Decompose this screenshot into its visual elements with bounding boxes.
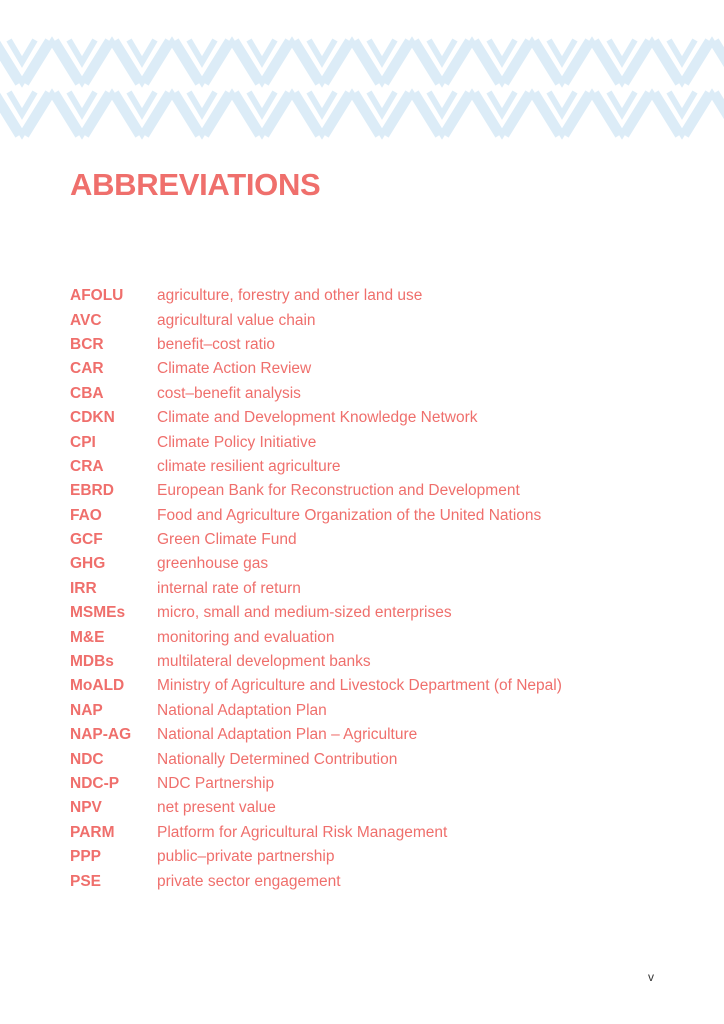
decorative-pattern-banner: [0, 36, 724, 140]
abbreviation-row: [70, 845, 670, 869]
abbreviation-definition: public–private partnership: [157, 848, 335, 866]
abbreviation-term: NAP: [70, 701, 103, 719]
abbreviation-row: [70, 869, 670, 893]
abbreviation-row: [70, 528, 670, 552]
abbreviation-row: [70, 455, 670, 479]
abbreviation-row: [70, 796, 670, 820]
abbreviation-definition: Climate Policy Initiative: [157, 433, 317, 451]
abbreviation-definition: Green Climate Fund: [157, 531, 297, 549]
abbreviation-term: PARM: [70, 823, 115, 841]
abbreviation-term: NDC: [70, 750, 104, 768]
abbreviation-definition: climate resilient agriculture: [157, 457, 341, 475]
abbreviation-row: [70, 674, 670, 698]
abbreviation-row: [70, 625, 670, 649]
abbreviation-term: PPP: [70, 848, 102, 866]
abbreviation-definition: greenhouse gas: [157, 555, 269, 573]
abbreviation-definition: private sector engagement: [157, 872, 341, 890]
page-title: ABBREVIATIONS: [70, 167, 321, 202]
abbreviation-definition: Nationally Determined Contribution: [157, 750, 398, 768]
abbreviation-term: CRA: [70, 457, 104, 475]
abbreviation-term: AVC: [70, 311, 102, 329]
abbreviation-term: NAP-AG: [70, 726, 132, 744]
abbreviation-term: CAR: [70, 360, 104, 378]
abbreviation-row: [70, 308, 670, 332]
abbreviation-row: [70, 284, 670, 308]
abbreviation-term: BCR: [70, 335, 104, 353]
abbreviation-term: EBRD: [70, 482, 114, 500]
abbreviation-term: MoALD: [70, 677, 125, 695]
abbreviation-term: CDKN: [70, 409, 115, 427]
abbreviation-row: [70, 382, 670, 406]
abbreviation-term: NPV: [70, 799, 102, 817]
abbreviation-term: CPI: [70, 433, 96, 451]
abbreviation-term: GHG: [70, 555, 106, 573]
abbreviation-definition: Food and Agriculture Organization of the United Nations: [157, 506, 542, 524]
abbreviation-definition: National Adaptation Plan: [157, 701, 327, 719]
abbreviation-definition: Ministry of Agriculture and Livestock Department (of Nepal): [157, 677, 562, 695]
abbreviation-definition: Climate Action Review: [157, 360, 312, 378]
abbreviation-row: [70, 723, 670, 747]
abbreviation-definition: multilateral development banks: [157, 653, 371, 671]
abbreviation-row: [70, 504, 670, 528]
abbreviation-definition: Climate and Development Knowledge Network: [157, 409, 478, 427]
abbreviation-row: [70, 821, 670, 845]
abbreviation-term: PSE: [70, 872, 102, 890]
abbreviation-definition: monitoring and evaluation: [157, 628, 335, 646]
abbreviation-term: MDBs: [70, 653, 114, 671]
abbreviation-term: GCF: [70, 531, 103, 549]
abbreviation-row: [70, 747, 670, 771]
abbreviation-row: [70, 650, 670, 674]
abbreviations-list: [70, 284, 670, 894]
abbreviation-definition: net present value: [157, 799, 276, 817]
abbreviation-term: AFOLU: [70, 287, 124, 305]
abbreviation-row: [70, 479, 670, 503]
abbreviation-term: MSMEs: [70, 604, 126, 622]
abbreviation-row: [70, 601, 670, 625]
abbreviation-row: [70, 772, 670, 796]
abbreviation-definition: agricultural value chain: [157, 311, 316, 329]
page-number: v: [648, 970, 654, 984]
abbreviation-row: [70, 552, 670, 576]
abbreviation-definition: cost–benefit analysis: [157, 384, 301, 402]
abbreviation-row: [70, 357, 670, 381]
abbreviation-definition: micro, small and medium-sized enterprises: [157, 604, 452, 622]
abbreviation-definition: European Bank for Reconstruction and Development: [157, 482, 520, 500]
abbreviation-term: FAO: [70, 506, 102, 524]
abbreviation-term: IRR: [70, 579, 97, 597]
abbreviation-definition: National Adaptation Plan – Agriculture: [157, 726, 418, 744]
abbreviation-term: NDC-P: [70, 775, 120, 792]
abbreviation-definition: agriculture, forestry and other land use: [157, 287, 423, 305]
abbreviation-row: [70, 699, 670, 723]
abbreviation-definition: NDC Partnership: [157, 775, 275, 792]
abbreviation-term: M&E: [70, 628, 105, 646]
abbreviation-definition: internal rate of return: [157, 579, 301, 597]
triangle-pattern: [0, 36, 724, 140]
abbreviation-row: [70, 333, 670, 357]
abbreviation-row: [70, 406, 670, 430]
abbreviation-term: CBA: [70, 384, 104, 402]
abbreviation-definition: Platform for Agricultural Risk Management: [157, 823, 448, 841]
abbreviation-row: [70, 577, 670, 601]
abbreviation-row: [70, 430, 670, 454]
abbreviation-definition: benefit–cost ratio: [157, 335, 276, 353]
